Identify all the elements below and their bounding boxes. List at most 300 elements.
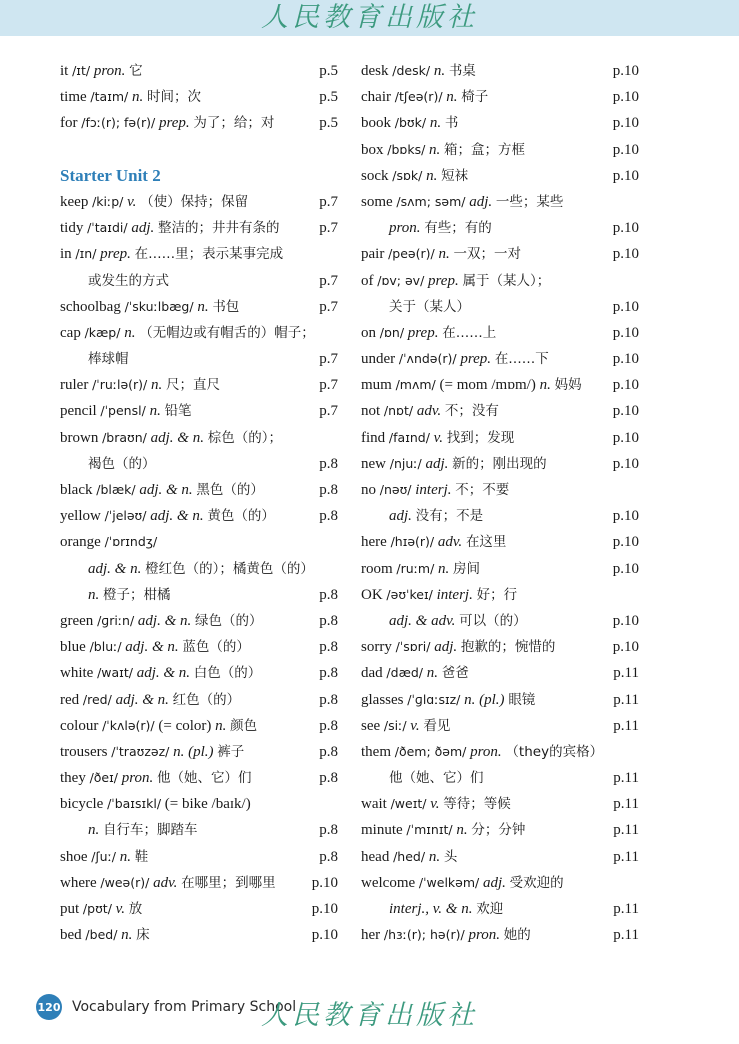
entry-part-of-speech: adj. & n. xyxy=(137,612,192,629)
entry-meaning: 有些；有的 xyxy=(424,220,492,237)
entry-page-ref: p.10 xyxy=(612,455,639,472)
vocab-entry xyxy=(60,870,338,896)
entry-page-ref: p.5 xyxy=(319,115,338,132)
entry-page-ref: p.10 xyxy=(612,377,639,394)
entry-part-of-speech: pron. xyxy=(470,743,502,760)
entry-word: of xyxy=(361,272,374,289)
entry-part-of-speech: adv. xyxy=(153,874,178,891)
entry-word: keep xyxy=(60,193,89,210)
vocab-entry xyxy=(60,844,338,870)
vocab-entry xyxy=(60,189,338,215)
entry-part-of-speech: n. xyxy=(215,717,227,734)
entry-meaning: 书包 xyxy=(212,298,240,315)
entry-part-of-speech: adj. xyxy=(434,639,458,656)
vocab-entry xyxy=(60,791,338,817)
vocab-entry xyxy=(60,896,338,922)
entry-ipa: /faɪnd/ xyxy=(388,429,430,445)
entry-continuation xyxy=(361,765,639,791)
publisher-logo-top: 人民教育出版社 xyxy=(261,2,478,33)
entry-word: mum xyxy=(361,377,392,394)
entry-part-of-speech: n. xyxy=(429,115,442,132)
entry-page-ref: p.10 xyxy=(612,89,639,106)
entry-page-ref: p.8 xyxy=(319,612,338,629)
entry-part-of-speech: n. xyxy=(428,848,441,865)
entry-ipa: /red/ xyxy=(82,691,112,707)
entry-ipa: /ɪn/ xyxy=(75,246,97,262)
vocab-entry xyxy=(361,687,639,713)
entry-meaning: 眼镜 xyxy=(508,691,536,708)
entry-meaning: 他（她、它）们 xyxy=(389,770,484,787)
entry-ipa: /kæp/ xyxy=(84,324,121,340)
entry-ipa: /dæd/ xyxy=(386,665,423,681)
entry-page-ref: p.7 xyxy=(319,351,338,368)
entry-meaning: 颜色 xyxy=(230,717,258,734)
entry-part-of-speech: n. xyxy=(426,665,438,682)
vocab-entry xyxy=(361,582,639,608)
entry-meaning: （they的宾格） xyxy=(505,743,604,760)
entry-meaning: 在……里；表示某事完成 xyxy=(134,246,284,263)
entry-continuation xyxy=(60,817,338,843)
entry-word: see xyxy=(361,717,381,734)
entry-ipa: /ˈmɪnɪt/ xyxy=(406,822,453,838)
entry-ipa: /bʊk/ xyxy=(394,115,427,131)
vocab-entry xyxy=(361,817,639,843)
entry-meaning: 可以（的） xyxy=(459,612,527,629)
entry-word: wait xyxy=(361,796,387,813)
vocab-entry xyxy=(60,765,338,791)
entry-word: for xyxy=(60,115,78,132)
vocab-entry xyxy=(361,189,639,215)
vocab-entry xyxy=(361,451,639,477)
entry-page-ref: p.8 xyxy=(319,455,338,472)
vocab-entry xyxy=(361,739,639,765)
entry-meaning: 书 xyxy=(444,115,459,132)
vocab-entry xyxy=(60,687,338,713)
entry-page-ref: p.8 xyxy=(319,848,338,865)
entry-part-of-speech: n. (pl.) xyxy=(173,743,214,760)
entry-ipa: /peə(r)/ xyxy=(388,246,435,262)
entry-ipa: /ˈtaɪdi/ xyxy=(87,220,128,236)
entry-meaning: 绿色（的） xyxy=(195,612,263,629)
entry-meaning: 属于（某人）； xyxy=(462,272,551,289)
entry-ipa: /mʌm/ xyxy=(395,377,436,393)
entry-page-ref: p.7 xyxy=(319,272,338,289)
entry-ipa: /ʃuː/ xyxy=(91,848,117,864)
vocab-entry xyxy=(60,425,338,451)
vocab-entry xyxy=(361,372,639,398)
vocab-entry xyxy=(361,425,639,451)
entry-meaning: 他（她、它）们 xyxy=(157,770,252,787)
entry-part-of-speech: n. xyxy=(197,298,209,315)
entry-word: sock xyxy=(361,167,389,184)
entry-page-ref: p.11 xyxy=(613,717,639,734)
entry-page-ref: p.7 xyxy=(319,220,338,237)
vocab-entry xyxy=(60,320,338,346)
entry-word: green xyxy=(60,612,94,629)
vocab-entry xyxy=(361,163,639,189)
entry-alt-spelling: (= mom /mɒm/) xyxy=(439,377,536,394)
entry-word: put xyxy=(60,901,80,917)
entry-ipa: /sɒk/ xyxy=(392,167,423,183)
entry-word: orange xyxy=(60,534,101,551)
entry-ipa: /ɒn/ xyxy=(379,324,405,340)
entry-word: bed xyxy=(60,927,82,944)
entry-ipa: /sʌm; səm/ xyxy=(396,193,466,209)
entry-alt-spelling: (= bike /baɪk/) xyxy=(164,796,251,813)
entry-meaning: 棒球帽 xyxy=(88,351,129,368)
entry-ipa: /ˈpensl/ xyxy=(100,403,146,419)
vocab-entry xyxy=(60,294,338,320)
entry-part-of-speech: adj. & n. xyxy=(125,639,179,656)
entry-part-of-speech: v. xyxy=(127,193,137,210)
entry-page-ref: p.10 xyxy=(612,534,639,551)
entry-page-ref: p.10 xyxy=(612,246,639,263)
entry-meaning: 欢迎 xyxy=(476,901,504,917)
entry-ipa: /hɜː(r); hə(r)/ xyxy=(383,927,465,943)
vocab-entry xyxy=(60,608,338,634)
entry-word: OK xyxy=(361,586,383,603)
entry-page-ref: p.10 xyxy=(311,927,338,944)
entry-ipa: /ɒv; əv/ xyxy=(377,272,425,288)
entry-word: black xyxy=(60,482,93,498)
entry-word: yellow xyxy=(60,508,101,525)
vocab-entry xyxy=(60,713,338,739)
vocab-entry xyxy=(60,398,338,424)
entry-meaning: 尺；直尺 xyxy=(166,377,221,394)
entry-meaning: 在这里 xyxy=(465,534,507,551)
entry-ipa: /bɒks/ xyxy=(387,141,426,157)
vocab-entry xyxy=(361,84,639,110)
entry-continuation xyxy=(361,215,639,241)
entry-part-of-speech: n. xyxy=(438,560,450,577)
entry-page-ref: p.8 xyxy=(319,639,338,656)
entry-page-ref: p.8 xyxy=(319,743,338,760)
entry-page-ref: p.10 xyxy=(612,298,639,315)
entry-part-of-speech: adj. & n. xyxy=(115,691,169,708)
entry-continuation xyxy=(60,582,338,608)
entry-meaning: 时间；次 xyxy=(146,89,201,106)
entry-meaning: 分；分钟 xyxy=(471,822,526,839)
entry-part-of-speech: adj. xyxy=(389,508,412,525)
entry-meaning: 白色（的） xyxy=(193,665,262,682)
entry-part-of-speech: adj. & n. xyxy=(136,665,191,682)
vocab-entry xyxy=(60,477,338,503)
vocab-entry xyxy=(361,791,639,817)
entry-word: dad xyxy=(361,665,383,682)
entry-ipa: /nəʊ/ xyxy=(379,482,412,497)
entry-meaning: 橙子；柑橘 xyxy=(103,586,171,603)
entry-meaning: 黑色（的） xyxy=(196,482,264,498)
vocab-entry xyxy=(60,660,338,686)
entry-part-of-speech: v. xyxy=(410,717,420,734)
publisher-logo-bottom: 人民教育出版社 xyxy=(261,1000,478,1031)
vocab-entry xyxy=(60,241,338,267)
entry-ipa: /fɔː(r); fə(r)/ xyxy=(81,115,156,131)
entry-word: glasses xyxy=(361,691,404,708)
entry-ipa: /weɪt/ xyxy=(390,796,427,812)
entry-ipa: /ˈɒrɪndʒ/ xyxy=(104,534,158,550)
entry-ipa: /ˈjeləʊ/ xyxy=(104,508,147,524)
entry-meaning: 棕色（的）； xyxy=(207,429,282,446)
entry-word: box xyxy=(361,141,384,158)
entry-part-of-speech: interj., v. & n. xyxy=(389,901,473,917)
entry-ipa: /tʃeə(r)/ xyxy=(394,89,443,105)
entry-ipa: /ˈɡlɑːsɪz/ xyxy=(407,691,461,707)
entry-word: in xyxy=(60,246,72,263)
vocab-entry xyxy=(60,634,338,660)
footer-title: Vocabulary from Primary School xyxy=(72,999,297,1015)
entry-part-of-speech: prep. xyxy=(428,272,459,289)
entry-page-ref: p.10 xyxy=(612,220,639,237)
entry-page-ref: p.11 xyxy=(613,770,639,787)
entry-part-of-speech: n. xyxy=(88,822,100,839)
vocab-entry xyxy=(361,110,639,136)
entry-word: some xyxy=(361,193,393,210)
entry-word: they xyxy=(60,770,86,787)
entry-meaning: 它 xyxy=(129,63,143,79)
entry-part-of-speech: n. xyxy=(429,141,441,158)
vocab-entry xyxy=(361,870,639,896)
entry-part-of-speech: v. xyxy=(430,796,440,813)
entry-part-of-speech: pron. xyxy=(121,770,154,787)
vocab-entry xyxy=(60,110,338,136)
entry-page-ref: p.10 xyxy=(612,141,639,158)
entry-part-of-speech: adv. xyxy=(416,403,442,420)
entry-word: them xyxy=(361,743,391,760)
entry-continuation xyxy=(361,896,639,922)
vocab-entry xyxy=(361,922,639,948)
entry-word: blue xyxy=(60,639,86,656)
entry-word: find xyxy=(361,429,386,446)
entry-meaning: 等待；等候 xyxy=(443,796,511,813)
entry-part-of-speech: n. xyxy=(433,63,446,79)
entry-part-of-speech: n. xyxy=(438,246,450,263)
vocab-entry xyxy=(361,556,639,582)
entry-ipa: /ˈbaɪsɪkl/ xyxy=(107,796,162,812)
entry-ipa: /ruːm/ xyxy=(396,560,435,576)
vocab-entry xyxy=(60,503,338,529)
entry-part-of-speech: n. xyxy=(456,822,468,839)
entry-part-of-speech: pron. xyxy=(93,63,126,79)
entry-ipa: /weə(r)/ xyxy=(100,874,150,890)
entry-part-of-speech: adj. & adv. xyxy=(389,612,456,629)
vocab-entry xyxy=(361,477,639,503)
entry-part-of-speech: n. xyxy=(446,89,458,106)
entry-page-ref: p.10 xyxy=(612,63,639,79)
entry-part-of-speech: n. xyxy=(124,324,136,341)
entry-part-of-speech: n. xyxy=(131,89,144,106)
entry-meaning: 短袜 xyxy=(441,167,469,184)
entry-meaning: 床 xyxy=(136,927,150,944)
entry-ipa: /ˈskuːlbæg/ xyxy=(124,298,194,314)
entry-page-ref: p.11 xyxy=(613,927,639,944)
vocab-entry xyxy=(361,241,639,267)
entry-word: it xyxy=(60,63,69,79)
entry-word: tidy xyxy=(60,220,84,237)
entry-ipa: /ɪt/ xyxy=(72,63,91,78)
entry-page-ref: p.7 xyxy=(319,377,338,394)
entry-part-of-speech: adj. & n. xyxy=(139,482,193,498)
entry-page-ref: p.10 xyxy=(612,429,639,446)
entry-page-ref: p.10 xyxy=(612,639,639,656)
entry-continuation xyxy=(361,294,639,320)
entry-part-of-speech: n. xyxy=(151,377,163,394)
entry-part-of-speech: pron. xyxy=(389,220,421,237)
entry-part-of-speech: n. xyxy=(121,927,133,944)
entry-word: not xyxy=(361,403,381,420)
vocab-entry xyxy=(361,137,639,163)
entry-word: room xyxy=(361,560,393,577)
entry-page-ref: p.7 xyxy=(319,403,338,420)
entry-word: cap xyxy=(60,324,81,341)
entry-word: schoolbag xyxy=(60,298,121,315)
entry-meaning: 或发生的方式 xyxy=(88,272,169,289)
vocab-entry xyxy=(60,529,338,555)
entry-meaning: 裤子 xyxy=(217,743,245,760)
entry-word: time xyxy=(60,89,87,106)
vocab-entry xyxy=(361,634,639,660)
entry-part-of-speech: n. (pl.) xyxy=(464,691,505,708)
entry-part-of-speech: n. xyxy=(119,848,132,865)
entry-meaning: 椅子 xyxy=(461,89,489,106)
vocab-entry xyxy=(361,346,639,372)
entry-ipa: /bluː/ xyxy=(89,639,122,655)
entry-page-ref: p.8 xyxy=(319,822,338,839)
entry-part-of-speech: interj. xyxy=(436,586,473,603)
entry-ipa: /blæk/ xyxy=(96,482,136,497)
entry-meaning: 一些；某些 xyxy=(495,193,564,210)
entry-part-of-speech: v. xyxy=(433,429,443,446)
vocab-entry xyxy=(361,713,639,739)
unit-heading: Starter Unit 2 xyxy=(60,165,161,185)
entry-page-ref: p.10 xyxy=(612,403,639,420)
entry-ipa: /ˈsɒri/ xyxy=(395,639,431,655)
entry-part-of-speech: v. xyxy=(115,901,125,917)
entry-ipa: /nɒt/ xyxy=(383,403,414,419)
entry-part-of-speech: prep. xyxy=(460,351,492,368)
entry-page-ref: p.5 xyxy=(319,89,338,106)
entry-word: ruler xyxy=(60,377,89,394)
entry-meaning: 橙红色（的）；橘黄色（的） xyxy=(145,560,314,577)
entry-part-of-speech: prep. xyxy=(158,115,190,132)
vocab-entry xyxy=(361,58,639,84)
entry-page-ref: p.10 xyxy=(612,351,639,368)
entry-meaning: 铅笔 xyxy=(164,403,192,420)
entry-meaning: 自行车；脚踏车 xyxy=(103,822,198,839)
entry-part-of-speech: adj. & n. xyxy=(150,508,204,525)
entry-page-ref: p.10 xyxy=(612,560,639,577)
entry-page-ref: p.10 xyxy=(612,324,639,341)
entry-meaning: 放 xyxy=(128,901,143,917)
entry-meaning: 红色（的） xyxy=(172,691,241,708)
entry-ipa: /siː/ xyxy=(383,717,407,733)
entry-meaning: 褐色（的） xyxy=(88,455,156,472)
vocab-entry xyxy=(60,922,338,948)
entry-word: under xyxy=(361,351,396,368)
entry-word: no xyxy=(361,482,376,498)
entry-meaning: 新的；刚出现的 xyxy=(452,455,547,472)
entry-meaning: 不；不要 xyxy=(455,482,510,498)
page-number-badge: 120 xyxy=(36,994,62,1020)
entry-page-ref: p.8 xyxy=(319,691,338,708)
entry-ipa: /hɪə(r)/ xyxy=(390,534,435,550)
entry-word: welcome xyxy=(361,874,416,891)
entry-meaning: 好；行 xyxy=(476,586,518,603)
entry-word: here xyxy=(361,534,387,551)
entry-page-ref: p.8 xyxy=(319,508,338,525)
entry-part-of-speech: adj. xyxy=(425,455,449,472)
entry-page-ref: p.10 xyxy=(612,508,639,525)
entry-part-of-speech: adj. xyxy=(131,220,155,237)
entry-ipa: /kiːp/ xyxy=(92,193,124,209)
entry-ipa: /ðeɪ/ xyxy=(89,770,118,786)
entry-page-ref: p.8 xyxy=(319,482,338,498)
entry-page-ref: p.10 xyxy=(612,167,639,184)
entry-page-ref: p.8 xyxy=(319,586,338,603)
entry-ipa: /ˈkʌlə(r)/ xyxy=(102,717,155,733)
entry-word: bicycle xyxy=(60,796,104,813)
entry-word: her xyxy=(361,927,381,944)
entry-word: colour xyxy=(60,717,99,734)
entry-page-ref: p.8 xyxy=(319,770,338,787)
entry-meaning: 抱歉的；惋惜的 xyxy=(460,639,556,656)
entry-page-ref: p.10 xyxy=(612,115,639,132)
entry-word: trousers xyxy=(60,743,108,760)
entry-meaning: 不；没有 xyxy=(444,403,499,420)
entry-meaning: 在……下 xyxy=(494,351,549,368)
entry-part-of-speech: n. xyxy=(88,586,100,603)
entry-meaning: 蓝色（的） xyxy=(182,639,250,656)
entry-continuation xyxy=(60,556,338,582)
entry-ipa: /hed/ xyxy=(393,848,426,864)
entry-page-ref: p.11 xyxy=(613,665,639,682)
entry-part-of-speech: adj. xyxy=(483,874,506,891)
entry-part-of-speech: prep. xyxy=(407,324,439,341)
entry-word: desk xyxy=(361,63,389,79)
entry-ipa: /taɪm/ xyxy=(90,89,129,105)
entry-alt-spelling: (= color) xyxy=(158,717,212,734)
entry-ipa: /əʊˈkeɪ/ xyxy=(386,586,433,602)
entry-page-ref: p.10 xyxy=(311,901,338,917)
entry-meaning: （无帽边或有帽舌的）帽子； xyxy=(139,324,315,341)
entry-continuation xyxy=(60,268,338,294)
vocab-column-right xyxy=(361,58,639,948)
entry-meaning: 看见 xyxy=(423,717,451,734)
entry-meaning: 黄色（的） xyxy=(207,508,275,525)
entry-ipa: /waɪt/ xyxy=(97,665,133,681)
vocab-entry xyxy=(60,372,338,398)
entry-meaning: 为了；给；对 xyxy=(193,115,275,132)
entry-word: white xyxy=(60,665,94,682)
entry-meaning: 在哪里；到哪里 xyxy=(181,874,276,891)
vocab-entry xyxy=(60,58,338,84)
entry-part-of-speech: interj. xyxy=(415,482,452,498)
entry-part-of-speech: n. xyxy=(539,377,551,394)
entry-continuation xyxy=(60,451,338,477)
entry-page-ref: p.11 xyxy=(613,848,639,865)
entry-word: minute xyxy=(361,822,403,839)
entry-meaning: 爸爸 xyxy=(441,665,469,682)
entry-meaning: 受欢迎的 xyxy=(509,874,564,891)
entry-page-ref: p.8 xyxy=(319,665,338,682)
entry-page-ref: p.10 xyxy=(311,874,338,891)
entry-meaning: 书桌 xyxy=(448,63,476,79)
entry-ipa: /ðem; ðəm/ xyxy=(394,743,467,759)
entry-page-ref: p.11 xyxy=(613,796,639,813)
vocab-column-left xyxy=(60,58,338,948)
entry-ipa: /ˈruːlə(r)/ xyxy=(92,377,148,393)
entry-continuation xyxy=(60,346,338,372)
